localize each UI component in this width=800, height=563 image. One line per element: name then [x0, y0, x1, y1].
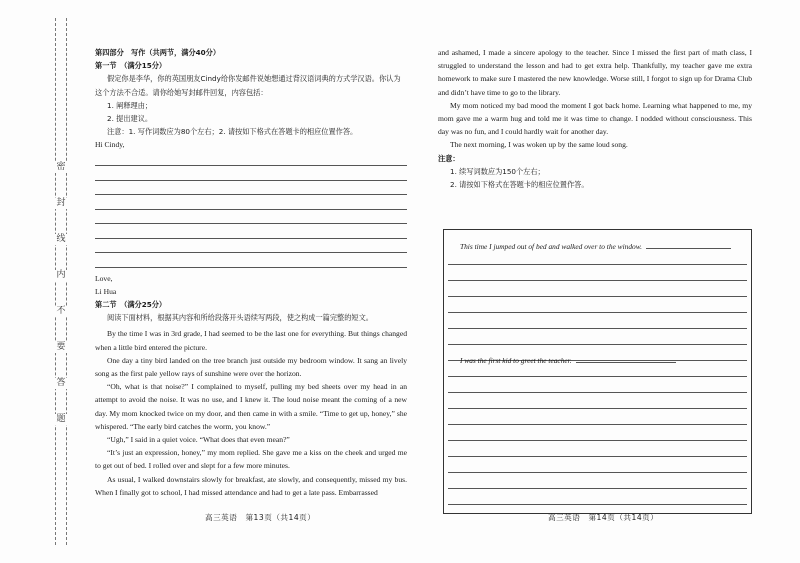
- section-1-note: 注意：1. 写作词数应为80个左右；2. 请按如下格式在答题卡的相应位置作答。: [107, 127, 358, 137]
- writing-line: [448, 488, 747, 489]
- page-14-column: [438, 46, 752, 191]
- note-item: 1. 续写词数应为150个左右；: [450, 166, 545, 176]
- story-paragraph: One day a tiny bird landed on the tree branch just outside my bedroom window. It sang an lively song as the first pale yellow rays of sunshine were over the horizon.: [95, 355, 407, 379]
- writing-line: [95, 195, 407, 210]
- page-13-footer: 高三英语 第13页（共14页）: [205, 513, 316, 522]
- letter-closing: Love,: [95, 273, 113, 283]
- paragraph-2-prompt-text: I was the first kid to greet the teacher.: [460, 356, 572, 365]
- writing-line: [448, 456, 747, 457]
- story-paragraph: The next morning, I was woken up by the same loud song.: [450, 140, 628, 150]
- writing-line: [448, 328, 747, 329]
- writing-line: [448, 344, 747, 345]
- section-1-point: 2. 提出建议。: [107, 114, 153, 124]
- seal-char: 密: [54, 162, 68, 173]
- letter-writing-lines: [95, 152, 407, 268]
- section-2-instructions: 阅读下面材料，根据其内容和所给段落开头语续写两段，使之构成一篇完整的短文。: [107, 313, 373, 323]
- binding-margin: [0, 0, 78, 563]
- story-paragraph: My mom noticed my bad mood the moment I got back home. Learning what happened to me, my mom gave me a warm hug and told me it was time to change. I nodded without consciousness. This day was no fun, and I could hardly wait for another day.: [438, 100, 752, 137]
- page-13-column: [95, 46, 407, 499]
- seal-char: 线: [54, 234, 68, 245]
- writing-line: [95, 152, 407, 167]
- writing-line: [448, 408, 747, 409]
- section-4-title: 第四部分 写作（共两节，满分40分）: [95, 48, 221, 57]
- writing-line: [448, 440, 747, 441]
- writing-line: [448, 472, 747, 473]
- writing-line: [95, 210, 407, 225]
- paragraph-1-prompt: [460, 240, 731, 251]
- seal-char: 内: [54, 270, 68, 281]
- writing-line: [448, 280, 747, 281]
- paragraph-1-prompt-text: This time I jumped out of bed and walked over to the window.: [460, 242, 642, 251]
- seal-char: 不: [54, 306, 68, 317]
- writing-line: [448, 376, 747, 377]
- binding-dashed-line-inner: [66, 18, 67, 545]
- writing-line: [448, 504, 747, 505]
- writing-line: [448, 296, 747, 297]
- seal-char: 题: [54, 414, 68, 425]
- binding-dashed-line-outer: [55, 18, 56, 545]
- writing-line: [95, 253, 407, 268]
- seal-char: 答: [54, 378, 68, 389]
- writing-line: [95, 224, 407, 239]
- writing-line: [448, 264, 747, 265]
- story-paragraph: “It’s just an expression, honey,” my mom replied. She gave me a kiss on the cheek and urged me to get out of bed. I rolled over and slept for a few more minutes.: [95, 448, 407, 471]
- section-1-point: 1. 阐释理由；: [107, 100, 153, 110]
- writing-line: [95, 181, 407, 196]
- section-2-title: 第二节 （满分25分）: [95, 300, 167, 310]
- story-paragraph: By the time I was in 3rd grade, I had seemed to be the last one for everything. But things changed when a little bird entered the picture.: [95, 329, 407, 352]
- letter-signature: Li Hua: [95, 286, 117, 296]
- seal-char: 封: [54, 198, 68, 209]
- page-14-footer: 高三英语 第14页（共14页）: [548, 513, 659, 522]
- story-paragraph: “Oh, what is that noise?” I complained to myself, pulling my bed sheets over my head in an attempt to avoid the noise. It was no use, and I knew it. The loud noise meant the coming of a new day. My mom knocked twice on my door, and then came in with a smile. “Time to get up, honey,” she whispered. “The early bird catches the worm, you know.”: [95, 382, 407, 431]
- continuation-answer-box: [443, 229, 752, 514]
- writing-line: [448, 424, 747, 425]
- letter-greeting: Hi Cindy,: [95, 140, 125, 150]
- writing-line: [95, 239, 407, 254]
- story-paragraph: and ashamed, I made a sincere apology to the teacher. Since I missed the first part of math class, I struggled to understand the lesson and had to get extra help. Thankfully, my teacher gave me extra homework to make sure I mastered the new knowledge. Worse still, I forgot to sign up for Drama Club and didn’t have time to go to the library.: [438, 48, 752, 97]
- writing-line: [448, 312, 747, 313]
- writing-line: [448, 392, 747, 393]
- story-paragraph: “Ugh,” I said in a quiet voice. “What does that even mean?”: [107, 435, 290, 445]
- paragraph-2-prompt: [460, 354, 676, 365]
- story-paragraph: As usual, I walked downstairs slowly for breakfast, ate slowly, and consequently, missed my bus. When I finally got to school, I had missed attendance and had to get a late pass. Embarrassed: [95, 474, 407, 497]
- note-title: 注意：: [438, 153, 460, 163]
- seal-char: 要: [54, 342, 68, 353]
- note-item: 2. 请按如下格式在答题卡的相应位置作答。: [450, 180, 589, 190]
- writing-line: [95, 166, 407, 181]
- section-1-instructions: 假定你是李华，你的英国朋友Cindy给你发邮件说她想通过背汉语词典的方式学汉语。你认为这个方法不合适。请你给她写封邮件回复，内容包括：: [95, 74, 401, 97]
- section-1-title: 第一节 （满分15分）: [95, 61, 167, 71]
